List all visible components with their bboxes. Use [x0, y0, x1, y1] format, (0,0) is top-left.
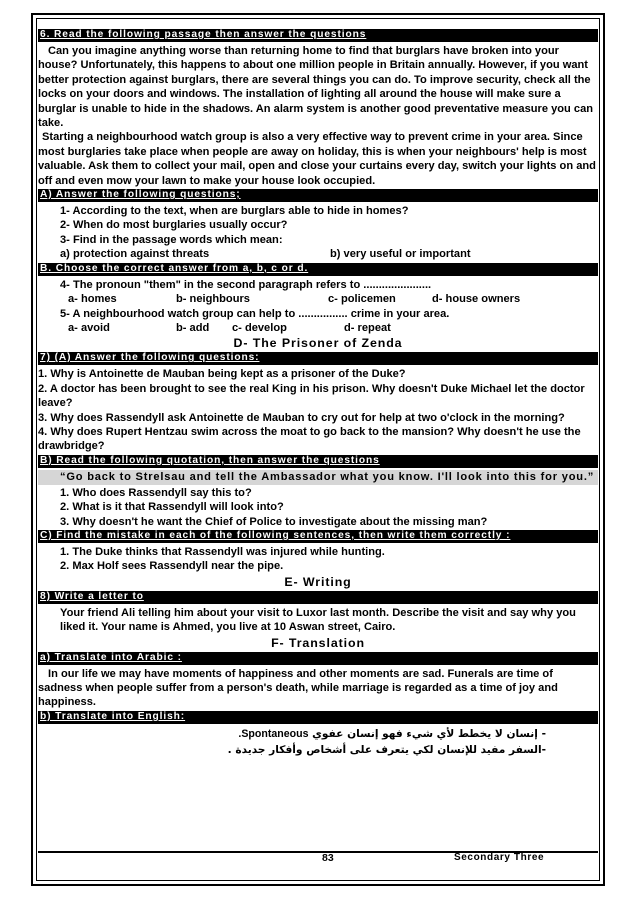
- question-b5-options: [38, 321, 598, 335]
- question-7-1: 1. Why is Antoinette de Mauban being kept as a prisoner of the Duke?: [38, 368, 406, 381]
- question-a3: 3- Find in the passage words which mean:: [60, 233, 283, 246]
- option-b5b: b- add: [176, 321, 210, 334]
- question-7-4: 4. Why does Rupert Hentzau swim across the moat to go back to the mansion? Why doesn't he use the drawbridge?: [38, 425, 581, 453]
- section-6-bar: 6. Read the following passage then answer the questions: [38, 29, 598, 42]
- question-b4: 4- The pronoun "them" in the second paragraph refers to ......................: [60, 278, 432, 291]
- passage-paragraph-2: Starting a neighbourhood watch group is also a very effective way to prevent crime in your area. Since most burglaries take place when people are away on holiday, this is when your neighbours' help is most valuable. Ask them to collect your mail, open and close your curtains every day, switch your lights on and off and even mow your lawn to make your house look occupied.: [38, 131, 596, 187]
- section-7c-bar: C) Find the mistake in each of the following sentences, then write them correctly :: [38, 530, 598, 543]
- page-number: 83: [322, 852, 334, 864]
- option-b4b: b- neighbours: [176, 293, 250, 306]
- option-b4c: c- policemen: [328, 293, 396, 306]
- part-a-bar: A) Answer the following questions;: [38, 189, 598, 202]
- series-label: Secondary Three: [454, 852, 545, 863]
- question-a1: 1- According to the text, when are burglars able to hide in homes?: [60, 205, 409, 218]
- option-b5a: a- avoid: [68, 321, 110, 334]
- writing-task: Your friend Ali telling him about your visit to Luxor last month. Describe the visit and say why you liked it. Your name is Ahmed, you live at 10 Aswan street, Cairo.: [60, 606, 576, 634]
- question-b5: 5- A neighbourhood watch group can help to ................ crime in your area.: [60, 307, 450, 320]
- option-b4a: a- homes: [68, 293, 117, 306]
- translate-english-bar: b) Translate into English:: [38, 711, 598, 724]
- part-b-bar: B. Choose the correct answer from a, b, c or d.: [38, 263, 598, 276]
- option-b5c: c- develop: [232, 321, 287, 334]
- question-b4-options: [38, 292, 598, 306]
- option-a3a: a) protection against threats: [60, 248, 210, 261]
- translate-arabic-bar: a) Translate into Arabic :: [38, 652, 598, 665]
- arabic-sentence-2: -السفر مفيد للإنسان لكي يتعرف على أشخاص وأفكار جديدة .: [227, 743, 546, 756]
- question-7b-3: 3. Why doesn't he want the Chief of Police to investigate about the missing man?: [60, 515, 488, 528]
- question-a2: 2- When do most burglaries usually occur?: [60, 219, 288, 232]
- worksheet-content: [38, 29, 598, 758]
- option-b4d: d- house owners: [432, 293, 521, 306]
- sentence-7c-1: 1. The Duke thinks that Rassendyll was injured while hunting.: [60, 545, 385, 558]
- question-7-2: 2. A doctor has been brought to see the real King in his prison. Why doesn't Duke Michael let the doctor leave?: [38, 382, 585, 410]
- section-7-bar: 7) (A) Answer the following questions:: [38, 352, 598, 365]
- question-a3-options: [38, 247, 598, 261]
- option-b5d: d- repeat: [344, 321, 391, 334]
- arabic-sentence-1: [38, 726, 598, 742]
- question-7b-1: 1. Who does Rassendyll say this to?: [60, 486, 252, 499]
- translate-arabic-text: In our life we may have moments of happiness and other moments are sad. Funerals are time of sadness when people suffer from a person's death, while marriage is regarded as a time of joy and happiness.: [38, 667, 558, 709]
- section-8-bar: 8) Write a letter to: [38, 591, 598, 604]
- passage-paragraph-1: Can you imagine anything worse than returning home to find that burglars have broken into your house? Unfortunately, this happens to about one million people in Britain annually. However, if you want better protection against burglars, there are several things you can do. To improve security, check all the locks on your doors and windows. The installation of lighting all around the house will make sure a burglar is unable to hide in the shadows. An alarm system is another good preventative measure you can take.: [38, 45, 594, 130]
- section-7b-bar: B) Read the following quotation, then answer the questions: [38, 455, 598, 468]
- sentence-7c-2: 2. Max Holf sees Rassendyll near the pipe.: [60, 560, 284, 573]
- question-7b-2: 2. What is it that Rassendyll will look into?: [60, 501, 284, 514]
- heading-e: E- Writing: [284, 574, 352, 589]
- arabic-sentence-1-word: Spontaneous.: [238, 727, 309, 740]
- heading-f: F- Translation: [271, 635, 365, 650]
- heading-d: D- The Prisoner of Zenda: [233, 336, 403, 351]
- question-7-3: 3. Why does Rassendyll ask Antoinette de Mauban to cry out for help at two o'clock in the morning?: [38, 411, 565, 424]
- arabic-sentence-1-text: - إنسان لا يخطط لأي شيء فهو إنسان عفوي: [312, 727, 546, 740]
- quotation: “Go back to Strelsau and tell the Ambassador what you know. I'll look into this for you.”: [38, 470, 598, 485]
- option-a3b: b) very useful or important: [330, 248, 471, 261]
